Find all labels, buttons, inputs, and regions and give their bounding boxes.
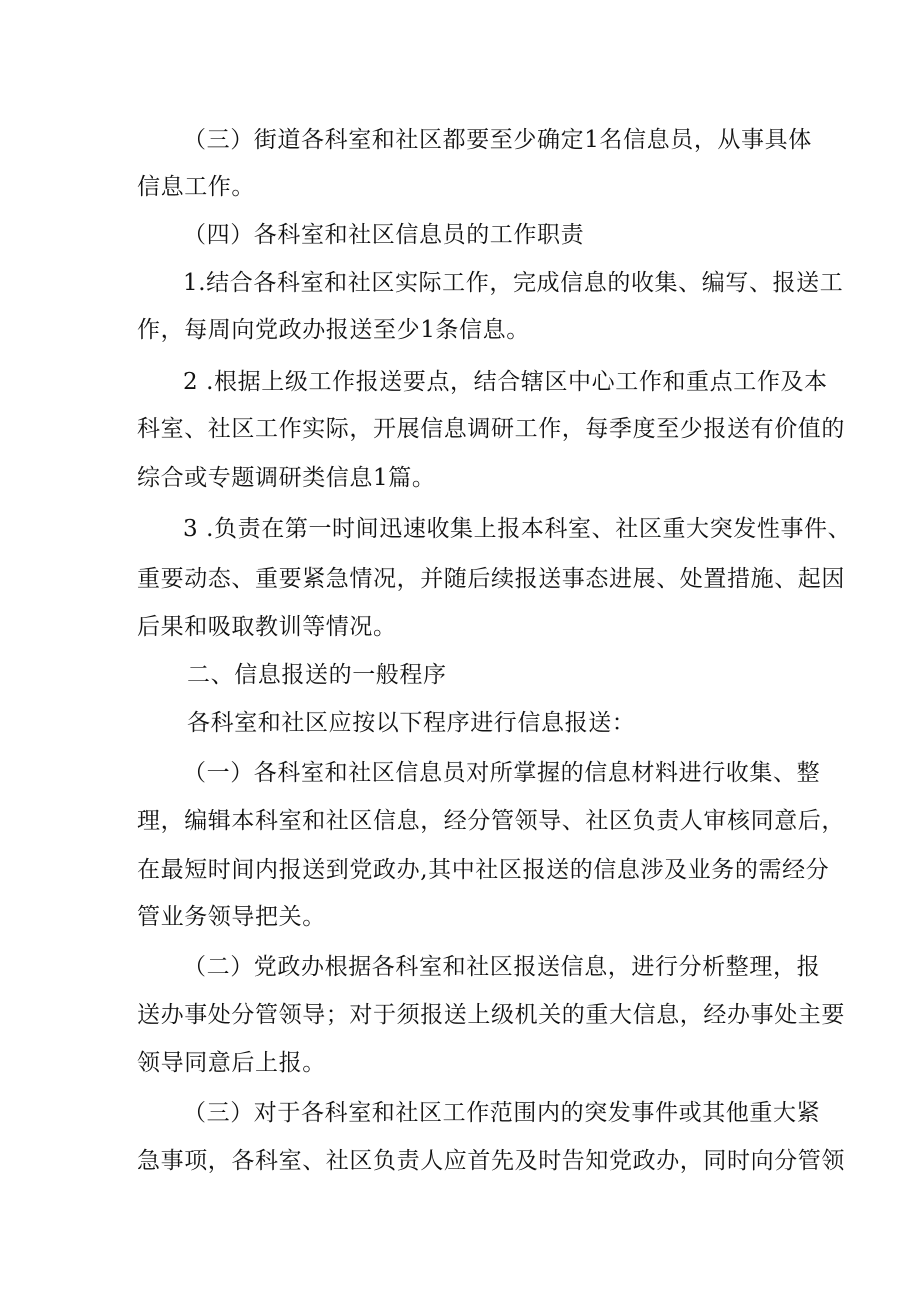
paragraph-4-line-1: 2 .根据上级工作报送要点，结合辖区中心工作和重点工作及本 — [183, 369, 828, 395]
paragraph-3-line-1: 1.结合各科室和社区实际工作，完成信息的收集、编写、报送工 — [183, 270, 844, 296]
paragraph-3-line-2: 作，每周向党政办报送至少1条信息。 — [137, 317, 530, 343]
paragraph-5-line-3: 后果和吸取教训等情况。 — [137, 614, 397, 640]
section-heading-2: 二、信息报送的一般程序 — [187, 662, 447, 688]
paragraph-10-line-1: （三）对于各科室和社区工作范围内的突发事件或其他重大紧 — [183, 1100, 821, 1126]
paragraph-8-line-1: （一）各科室和社区信息员对所掌握的信息材料进行收集、整 — [183, 760, 821, 786]
paragraph-5-line-1: 3 .负责在第一时间迅速收集上报本科室、社区重大突发性事件、 — [183, 516, 852, 542]
paragraph-1-line-2: 信息工作。 — [137, 174, 255, 200]
paragraph-4-line-2: 科室、社区工作实际，开展信息调研工作，每季度至少报送有价值的 — [137, 416, 845, 442]
paragraph-8-line-2: 理，编辑本科室和社区信息，经分管领导、社区负责人审核同意后， — [137, 808, 845, 834]
paragraph-9-line-1: （二）党政办根据各科室和社区报送信息，进行分析整理，报 — [183, 954, 821, 980]
paragraph-10-line-2: 急事项，各科室、社区负责人应首先及时告知党政办，同时向分管领 — [137, 1148, 845, 1174]
paragraph-4-line-3: 综合或专题调研类信息1篇。 — [137, 465, 436, 491]
paragraph-7-line-1: 各科室和社区应按以下程序进行信息报送： — [187, 710, 636, 736]
paragraph-5-line-2: 重要动态、重要紧急情况，并随后续报送事态进展、处置措施、起因 — [137, 566, 845, 592]
paragraph-8-line-4: 管业务领导把关。 — [137, 904, 326, 930]
paragraph-9-line-3: 领导同意后上报。 — [137, 1050, 326, 1076]
paragraph-9-line-2: 送办事处分管领导；对于须报送上级机关的重大信息，经办事处主要 — [137, 1002, 845, 1028]
paragraph-8-line-3: 在最短时间内报送到党政办,其中社区报送的信息涉及业务的需经分 — [137, 857, 830, 883]
section-heading-4: （四）各科室和社区信息员的工作职责 — [183, 222, 585, 248]
paragraph-1-line-1: （三）街道各科室和社区都要至少确定1名信息员，从事具体 — [183, 127, 812, 153]
